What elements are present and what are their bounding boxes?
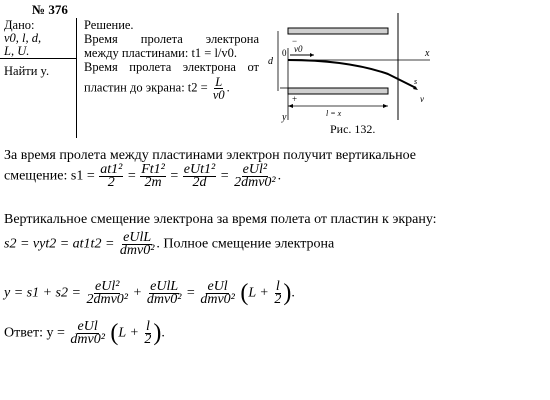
y-frac-1-den: 2dmv0²: [86, 292, 128, 307]
y-open-paren: (: [240, 280, 249, 306]
s2-frac-den: dmv0²: [119, 243, 155, 258]
s1-frac-4: [233, 164, 277, 189]
v0-arrowhead: [310, 53, 314, 57]
y-frac-4-den: 2: [274, 292, 282, 307]
bottom-plate: [288, 88, 388, 94]
s1-frac-1-num: at1²: [100, 162, 123, 177]
solution-line-3: Время пролета электрона от: [84, 60, 259, 74]
solution-line-4: пластин до экрана: t2 = $\frac{L}{v0}$ .: [84, 75, 230, 102]
t2-numerator: L: [215, 75, 223, 89]
t2-denominator: v0: [212, 88, 225, 102]
origin-label: 0: [282, 48, 287, 58]
solution-line-2: между пластинами: t1 = l/v0.: [84, 46, 238, 60]
y-frac-2: [146, 281, 183, 306]
y-formula-line: y = s1 + s2 = $\frac{\text{eUl²}}{\text{2dmv0²}}$ + $\frac{\text{eUlL}}{\text{dmv0²}}$ = $\frac{\text{eUl}}{\text{dmv0²}}$ (L + $\frac{l}{2}$ ).: [4, 279, 295, 307]
y-frac-3-den: dmv0²: [200, 292, 235, 307]
s1-frac-2-den: 2m: [144, 175, 162, 190]
given-divider-horizontal: [0, 58, 76, 59]
deflection-figure: [268, 8, 438, 123]
s1-frac-2-num: Ft1²: [141, 162, 165, 177]
s1-frac-1: [99, 164, 123, 189]
answer-frac-2-num: l: [145, 319, 150, 334]
y-close-paren: ): [283, 280, 292, 306]
trajectory: [288, 60, 416, 88]
answer-open-paren: (: [110, 320, 119, 346]
top-plate: [288, 28, 388, 34]
given-block: [4, 19, 41, 58]
l-eq-x-label: l = x: [326, 109, 342, 118]
answer-frac-2: [143, 321, 152, 346]
answer-prefix: Ответ: y =: [4, 325, 65, 341]
s2-suffix: . Полное смещение электрона: [156, 236, 335, 252]
solution-line-1: Время пролета электрона: [84, 32, 259, 46]
y-frac-3: [199, 281, 236, 306]
y-frac-4-num: l: [275, 279, 280, 294]
problem-number: № 376: [32, 2, 68, 17]
s1-frac-2: [140, 164, 166, 189]
y-frac-1-num: eUl²: [95, 279, 120, 294]
x-axis-label: x: [425, 48, 430, 59]
given-divider-vertical: [76, 18, 77, 138]
answer-line: Ответ: y = $\frac{\text{eUl}}{\text{dmv0²}}$ (L + $\frac{l}{2}$ ).: [4, 319, 165, 347]
y-paren-L: L +: [248, 285, 269, 301]
plus-sign: +: [292, 94, 298, 104]
answer-frac-1: [69, 321, 106, 346]
y-frac-1: [85, 281, 129, 306]
para-1: За время пролета между пластинами электрон получит вертикальное: [4, 148, 416, 163]
given-title: Дано:: [4, 18, 35, 32]
solution-block: [84, 18, 259, 101]
s1-frac-3-den: 2d: [192, 175, 207, 190]
y-axis-label: y: [282, 112, 287, 123]
s2-prefix: s2 = vyt2 = at1t2 =: [4, 236, 115, 252]
given-line-2: L, U.: [4, 44, 30, 58]
given-line-1: v0, l, d,: [4, 31, 42, 45]
s1-formula-line: смещение: s1 = $\frac{\text{at1²}}{2}$ = $\frac{\text{Ft1²}}{2m}$ = $\frac{\text{eUt1²}}{2d}$ = $\frac{\text{eUl²}}{\text{2dmv0²}}$ .: [4, 162, 282, 190]
y-prefix: y = s1 + s2 =: [4, 285, 81, 301]
y-frac-3-num: eUl: [207, 279, 228, 294]
s1-frac-4-num: eUl²: [242, 162, 268, 177]
s2-frac-num: eUlL: [123, 230, 152, 245]
answer-close-paren: ): [153, 320, 162, 346]
y-plus: +: [133, 285, 142, 301]
t2-fraction: [212, 76, 226, 101]
ys-label: s: [414, 77, 418, 86]
s1-frac-4-den: 2dmv0²: [234, 175, 276, 190]
answer-L: L +: [118, 325, 139, 341]
s1-frac-3: [183, 164, 216, 189]
s1-frac-1-den: 2: [107, 175, 115, 190]
answer-frac-1-den: dmv0²: [70, 332, 105, 347]
para-2: Вертикальное смещение электрона за время полета от пластин к экрану:: [4, 212, 437, 227]
y-frac-2-den: dmv0²: [146, 292, 182, 307]
s1-frac-3-num: eUt1²: [183, 162, 216, 177]
v0-label: v0: [294, 44, 303, 54]
y-frac-4: [273, 281, 282, 306]
d-label: d: [268, 56, 273, 67]
s1-prefix: смещение: s1 =: [4, 168, 95, 184]
minus-sign: −: [292, 36, 298, 46]
v-label: v: [420, 94, 424, 104]
s2-frac: [119, 232, 156, 257]
solution-line-4-prefix: пластин до экрана: t2 =: [84, 80, 208, 95]
answer-frac-2-den: 2: [144, 332, 152, 347]
solution-title: Решение.: [84, 18, 134, 32]
s2-formula-line: [4, 232, 334, 257]
figure-caption: Рис. 132.: [330, 122, 376, 136]
find-line: Найти y.: [4, 64, 50, 78]
y-frac-2-num: eUlL: [150, 279, 179, 294]
answer-frac-1-num: eUl: [77, 319, 98, 334]
y-eq: =: [186, 285, 195, 301]
